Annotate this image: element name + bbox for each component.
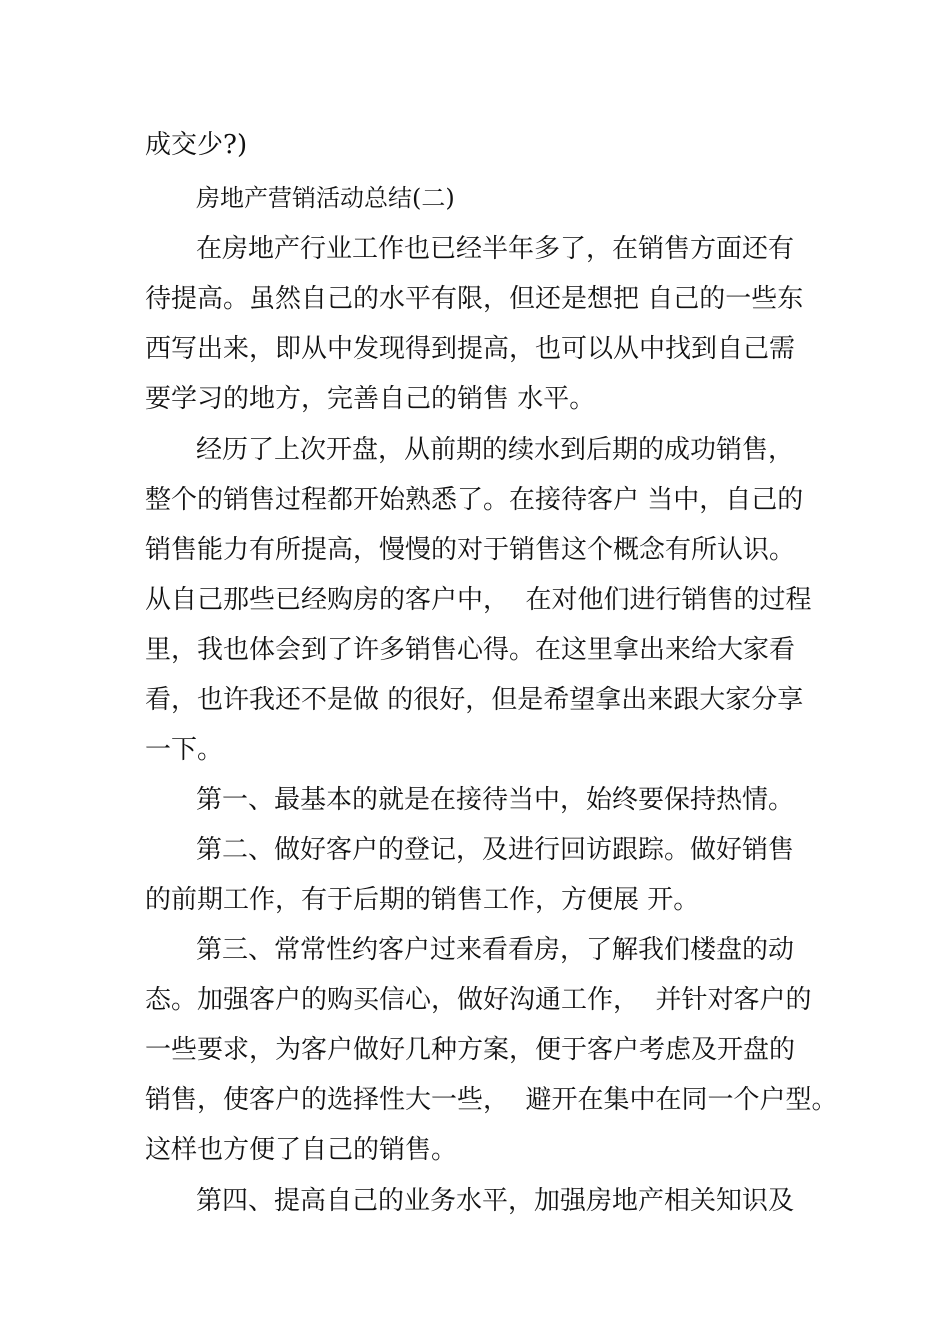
paragraph-line: 销售，使客户的选择性大一些， 避开在集中在同一个户型。 <box>145 1085 838 1115</box>
paragraph-line: 里，我也体会到了许多销售心得。在这里拿出来给大家看 <box>145 635 796 665</box>
list-item-first: 第一、最基本的就是在接待当中，始终要保持热情。 <box>196 785 795 815</box>
paragraph-line: 要学习的地方，完善自己的销售 水平。 <box>145 384 596 414</box>
paragraph-line: 态。加强客户的购买信心，做好沟通工作， 并针对客户的 <box>145 985 812 1015</box>
paragraph-line: 销售能力有所提高，慢慢的对于销售这个概念有所认识。 <box>145 535 796 565</box>
paragraph-line: 经历了上次开盘，从前期的续水到后期的成功销售， <box>196 435 795 465</box>
paragraph-line: 待提高。虽然自己的水平有限，但还是想把 自己的一些东 <box>145 284 804 314</box>
list-item-third: 第三、常常性约客户过来看看房，了解我们楼盘的动 <box>196 935 795 965</box>
paragraph-line: 这样也方便了自己的销售。 <box>145 1135 458 1165</box>
paragraph-line: 看，也许我还不是做 的很好，但是希望拿出来跟大家分享 <box>145 685 804 715</box>
section-title: 房地产营销活动总结(二) <box>196 184 455 212</box>
paragraph-line: 西写出来，即从中发现得到提高，也可以从中找到自己需 <box>145 334 796 364</box>
paragraph-line: 从自己那些已经购房的客户中， 在对他们进行销售的过程 <box>145 585 812 615</box>
paragraph-line: 整个的销售过程都开始熟悉了。在接待客户 当中，自己的 <box>145 485 804 515</box>
text-line-continuation: 成交少?) <box>145 130 248 160</box>
list-item-second: 第二、做好客户的登记，及进行回访跟踪。做好销售 <box>196 835 795 865</box>
paragraph-line: 一下。 <box>145 735 224 765</box>
list-item-fourth: 第四、提高自己的业务水平，加强房地产相关知识及 <box>196 1186 795 1216</box>
paragraph-line: 在房地产行业工作也已经半年多了，在销售方面还有 <box>196 234 795 264</box>
paragraph-line: 的前期工作，有于后期的销售工作，方便展 开。 <box>145 885 700 915</box>
paragraph-line: 一些要求，为客户做好几种方案，便于客户考虑及开盘的 <box>145 1035 796 1065</box>
